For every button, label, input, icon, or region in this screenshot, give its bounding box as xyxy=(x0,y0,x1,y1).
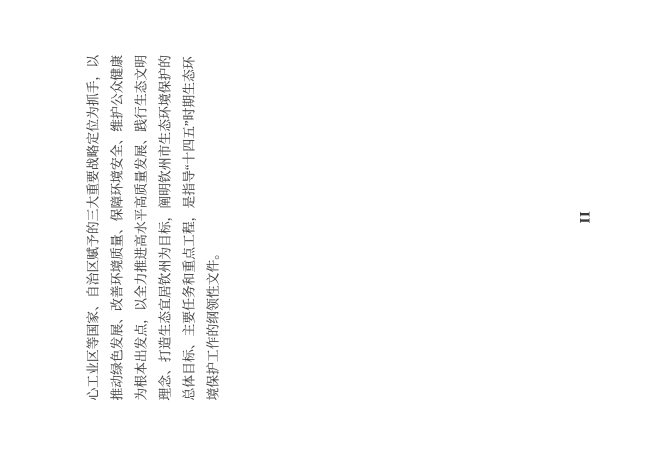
paragraph-line-6: 境保护工作的纲领性文件。 xyxy=(206,246,220,400)
paragraph-line-1: 心工业区等国家、自治区赋予的三大重要战略定位为抓手，以 xyxy=(86,54,100,400)
paragraph-line-2: 推动绿色发展、改善环境质量、保障环境安全、维护公众健康 xyxy=(110,54,124,400)
paragraph-line-3: 为根本出发点，以全力推进高水平高质量发展、践行生态文明 xyxy=(134,54,148,400)
page-number: II xyxy=(577,210,593,223)
paragraph-line-4: 理念、打造生态宜居钦州为目标，阐明钦州市生态环境保护的 xyxy=(158,54,172,400)
paragraph-block xyxy=(81,52,225,400)
paragraph-line-5: 总体目标、主要任务和重点工程，是指导“十四五”时期生态环 xyxy=(182,55,196,400)
